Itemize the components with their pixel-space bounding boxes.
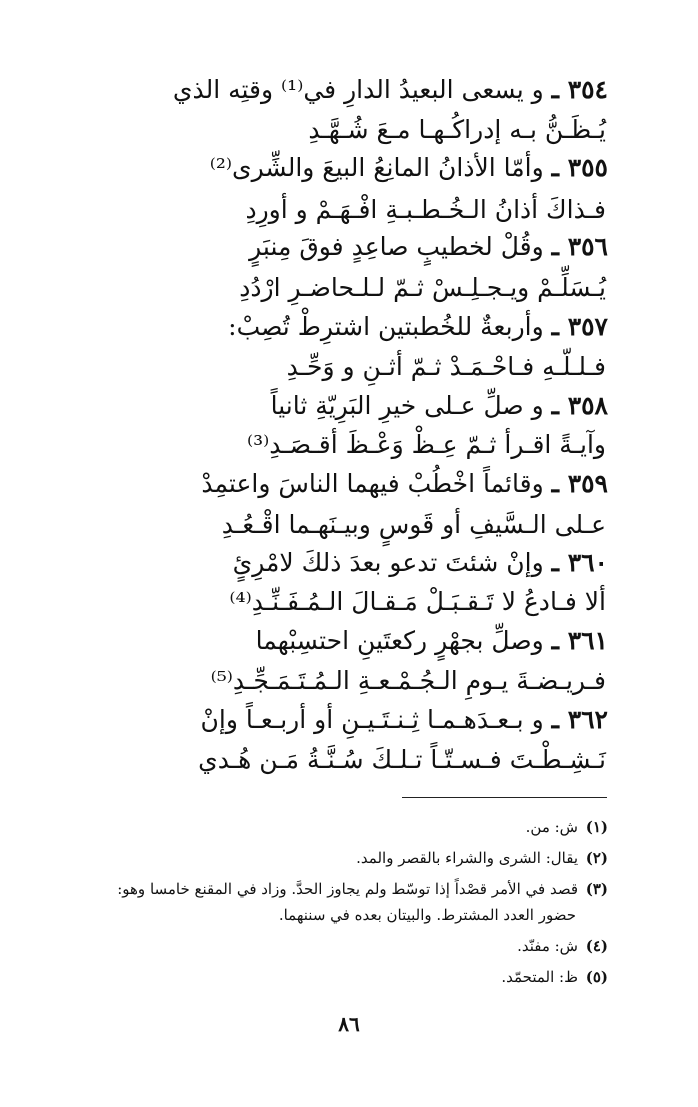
verse-360-first-hemistich: ٣٦٠ ـوإنْ شئتَ تدعو بعدَ ذلكَ لامْرِئٍ bbox=[16, 545, 608, 581]
verse-355-second-hemistich: فـذاكَ أذانُ الـخُـطـبـةِ افْـهَـمْ و أورِدِ bbox=[245, 195, 606, 224]
footnote-5: (٥)ظ: المتحمّد. bbox=[16, 965, 608, 989]
verse-361-first-hemistich: ٣٦١ ـوصلِّ بجهْرٍ ركعتَينِ احتسِبْهما bbox=[16, 623, 608, 659]
verse-354-first-hemistich: ٣٥٤ ـو يسعى البعيدُ الدارِ في⁽¹⁾ وقتِه الذي bbox=[16, 72, 608, 108]
verse-number: ٣٥٦ ـ bbox=[551, 232, 608, 261]
footnote-number: (٢) bbox=[585, 849, 608, 867]
verse-number: ٣٥٨ ـ bbox=[551, 391, 608, 420]
footnote-3-continuation: حضور العدد المشترط. والبيتان بعده في سننهما. bbox=[278, 906, 576, 924]
verse-359-second-hemistich: عـلى الـسَّيفِ أو قَوسٍ وبيـنَهـما اقْـعُـدِ bbox=[221, 510, 606, 539]
verse-357-first-hemistich: ٣٥٧ ـوأربعةٌ للخُطبتين اشترِطْ تُصِبْ: bbox=[16, 309, 608, 345]
footnote-number: (٥) bbox=[585, 968, 608, 986]
verse-356-second-hemistich: يُـسَلِّـمْ ويـجـلِـسْ ثـمّ لـلـحاضـرِ ارْدُدِ bbox=[239, 273, 606, 302]
verse-number: ٣٦٠ ـ bbox=[551, 548, 608, 577]
verse-362-second-hemistich: نَـشِـطْـتَ فـسـتّـاً تـلـكَ سُـنَّـةُ مَـن هُـدي bbox=[198, 745, 606, 774]
verse-357-second-hemistich: فـلـلّـهِ فـاحْـمَـدْ ثـمّ أثـنِ و وَحِّـدِ bbox=[286, 352, 606, 381]
verse-356-first-hemistich: ٣٥٦ ـوقُلْ لخطيبٍ صاعِدٍ فوقَ مِنبَرٍ bbox=[16, 229, 608, 265]
footnote-number: (١) bbox=[585, 818, 608, 836]
footnote-3: (٣)قصد في الأمر قصْداً إذا توسّط ولم يجاوز الحدَّ. وزاد في المقنع خامسا وهو: bbox=[16, 877, 608, 901]
footnote-1: (١)ش: من. bbox=[16, 815, 608, 839]
page-number: ٨٦ bbox=[338, 1012, 360, 1036]
verse-number: ٣٥٤ ـ bbox=[551, 75, 608, 104]
verse-355-first-hemistich: ٣٥٥ ـوأمّا الأذانُ المانِعُ البيعَ والشِّرى⁽²⁾ bbox=[16, 150, 608, 186]
verse-358-first-hemistich: ٣٥٨ ـو صلِّ عـلى خيرِ البَرِيّةِ ثانياً bbox=[16, 388, 608, 424]
verse-354-second-hemistich: يُـظَـنُّ بـه إدراكُـهـا مـعَ شُـهَّـدِ bbox=[308, 115, 606, 144]
footnote-separator bbox=[402, 797, 607, 798]
verse-358-second-hemistich: وآيـةً اقـرأ ثـمّ عِـظْ وَعْـظَ أقـصَـدِ⁽³⁾ bbox=[247, 430, 606, 459]
verse-362-first-hemistich: ٣٦٢ ـو بـعـدَهـمـا ثِـنـتَـيـنِ أو أربـعـاً وإنْ bbox=[16, 702, 608, 738]
footnote-number: (٤) bbox=[585, 937, 608, 955]
verse-number: ٣٦٢ ـ bbox=[551, 705, 608, 734]
verse-361-second-hemistich: فـريـضـةَ يـومِ الـجُـمْـعـةِ الـمُـتَـمَـجِّـدِ⁽⁵⁾ bbox=[210, 666, 606, 695]
footnote-number: (٣) bbox=[585, 880, 608, 898]
verse-359-first-hemistich: ٣٥٩ ـوقائماً اخْطُبْ فيهما الناسَ واعتمِدْ bbox=[16, 466, 608, 502]
footnote-4: (٤)ش: مفنّد. bbox=[16, 934, 608, 958]
verse-number: ٣٥٧ ـ bbox=[551, 312, 608, 341]
verse-number: ٣٥٥ ـ bbox=[551, 153, 608, 182]
verse-number: ٣٥٩ ـ bbox=[551, 469, 608, 498]
verse-number: ٣٦١ ـ bbox=[551, 626, 608, 655]
verse-360-second-hemistich: ألا فـادعُ لا تَـقـبَـلْ مَـقـالَ الـمُـفَـنِّـدِ⁽⁴⁾ bbox=[229, 587, 606, 616]
footnote-2: (٢)يقال: الشرى والشراء بالقصر والمد. bbox=[16, 846, 608, 870]
